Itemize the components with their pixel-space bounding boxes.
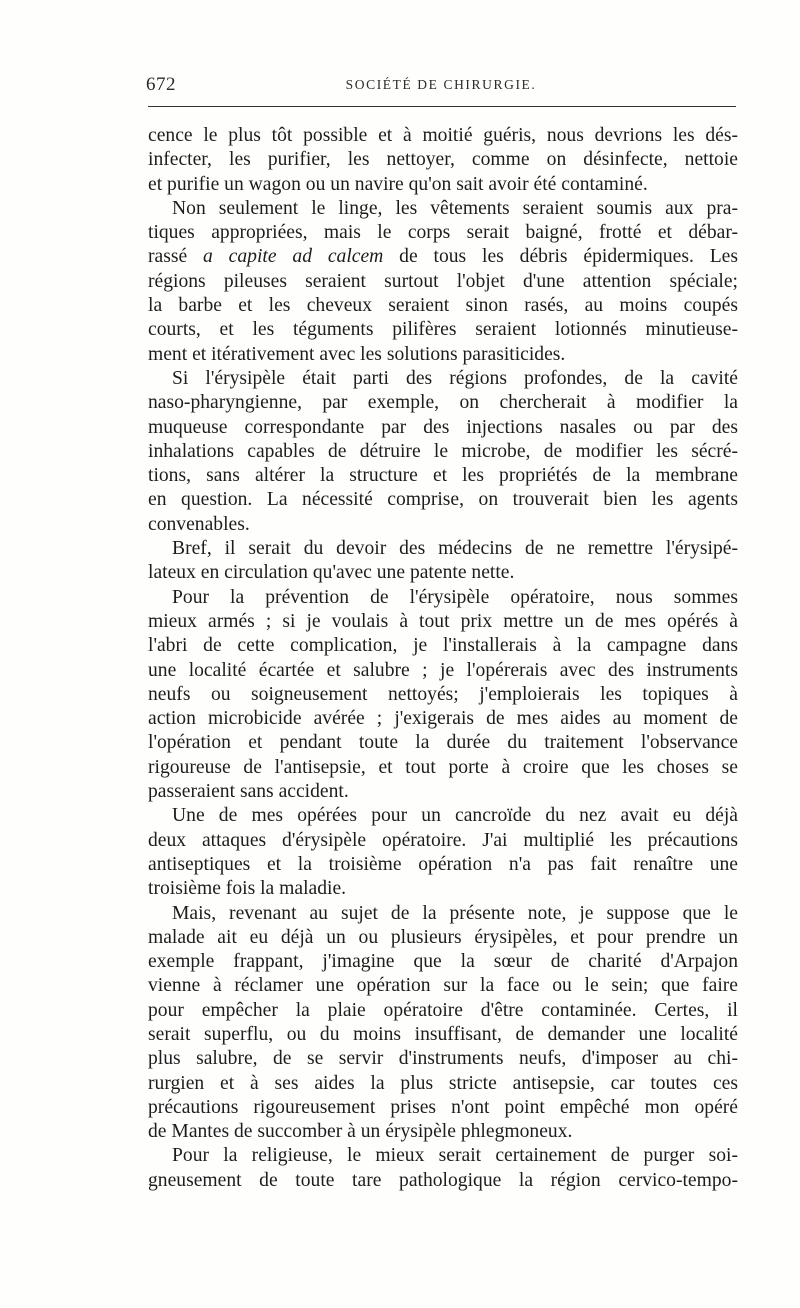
text-line: la barbe et les cheveux seraient sinon rasés, au moins coupés [148,295,738,317]
text-line: infecter, les purifier, les nettoyer, comme on désinfecte, nettoie [148,149,738,171]
text-line: de Mantes de succomber à un érysipèle phlegmoneux. [148,1121,573,1143]
text-line: gneusement de toute tare pathologique la région cervico-tempo- [148,1169,738,1191]
paragraph [148,124,738,197]
text-line: inhalations capables de détruire le microbe, de modifier les sécré- [148,440,738,462]
text-line: ment et itérativement avec les solutions parasiticides. [148,343,566,365]
text-line: troisième fois la maladie. [148,878,347,900]
paragraph [148,586,738,805]
text-line: Pour la prévention de l'érysipèle opératoire, nous sommes [172,586,738,608]
running-title: SOCIÉTÉ DE CHIRURGIE. [345,77,537,92]
text-line: l'opération et pendant toute la durée du traitement l'observance [148,732,738,754]
text-line: et purifie un wagon ou un navire qu'on sait avoir été contaminé. [148,173,648,195]
page-number: 672 [146,74,176,95]
text-line: antiseptiques et la troisième opération n'a pas fait renaître une [148,853,738,875]
text-line: muqueuse correspondante par des injections nasales ou par des [148,416,738,438]
text-line: cence le plus tôt possible et à moitié guéris, nous devrions les dés- [148,125,738,146]
text-line: mieux armés ; si je voulais à tout prix mettre un de mes opérés à [148,610,738,632]
text-line: rigoureuse de l'antisepsie, et tout porte à croire que les choses se [148,756,738,778]
text-line: lateux en circulation qu'avec une patente nette. [148,562,515,584]
body-text [148,124,738,1193]
text-line: Si l'érysipèle était parti des régions profondes, de la cavité [172,367,738,389]
text-line: plus salubre, de se servir d'instruments neufs, d'imposer au chi- [148,1048,738,1070]
paragraph [148,537,738,586]
text-line: Mais, revenant au sujet de la présente note, je suppose que le [172,902,738,924]
text-line: serait superflu, ou du moins insuffisant, de demander une localité [148,1023,738,1045]
running-head [146,74,736,102]
text-line: deux attaques d'érysipèle opératoire. J'ai multiplié les précautions [148,829,738,851]
text-line: tiques appropriées, mais le corps serait baigné, frotté et débar- [148,222,738,244]
text-line: rassé a capite ad calcem de tous les débris épidermiques. Les [148,246,738,268]
text-line: malade ait eu déjà un ou plusieurs érysipèles, et pour prendre un [148,926,738,948]
text-line: une localité écartée et salubre ; je l'opérerais avec des instruments [148,659,738,681]
text-line: naso-pharyngienne, par exemple, on chercherait à modifier la [148,392,738,414]
text-line: Non seulement le linge, les vêtements seraient soumis aux pra- [172,197,738,219]
text-line: en question. La nécessité comprise, on trouverait bien les agents [148,489,738,511]
paragraph [148,804,738,901]
text-line: tions, sans altérer la structure et les propriétés de la membrane [148,465,738,487]
text-line: action microbicide avérée ; j'exigerais de mes aides au moment de [148,708,738,730]
text-line: précautions rigoureusement prises n'ont point empêché mon opéré [148,1096,738,1118]
text-line: pour empêcher la plaie opératoire d'être contaminée. Certes, il [148,999,738,1021]
paragraph [148,197,738,367]
paragraph [148,1144,738,1193]
text-line: courts, et les téguments pilifères seraient lotionnés minutieuse- [148,319,738,341]
text-line: Pour la religieuse, le mieux serait certainement de purger soi- [172,1145,738,1167]
text-line: Bref, il serait du devoir des médecins de ne remettre l'érysipé- [172,538,738,560]
paragraph [148,902,738,1145]
text-line: l'abri de cette complication, je l'installerais à la campagne dans [148,635,738,657]
text-line: Une de mes opérées pour un cancroïde du nez avait eu déjà [172,805,738,827]
text-line: neufs ou soigneusement nettoyés; j'emploierais les topiques à [148,683,738,705]
text-line: régions pileuses seraient surtout l'objet d'une attention spéciale; [148,270,738,292]
text-line: rurgien et à ses aides la plus stricte antisepsie, car toutes ces [148,1072,738,1094]
text-line: convenables. [148,513,250,535]
header-rule [148,106,736,107]
paragraph [148,367,738,537]
text-line: passeraient sans accident. [148,781,349,803]
text-line: vienne à réclamer une opération sur la face ou le sein; que faire [148,975,738,997]
text-line: exemple frappant, j'imagine que la sœur de charité d'Arpajon [148,951,738,973]
